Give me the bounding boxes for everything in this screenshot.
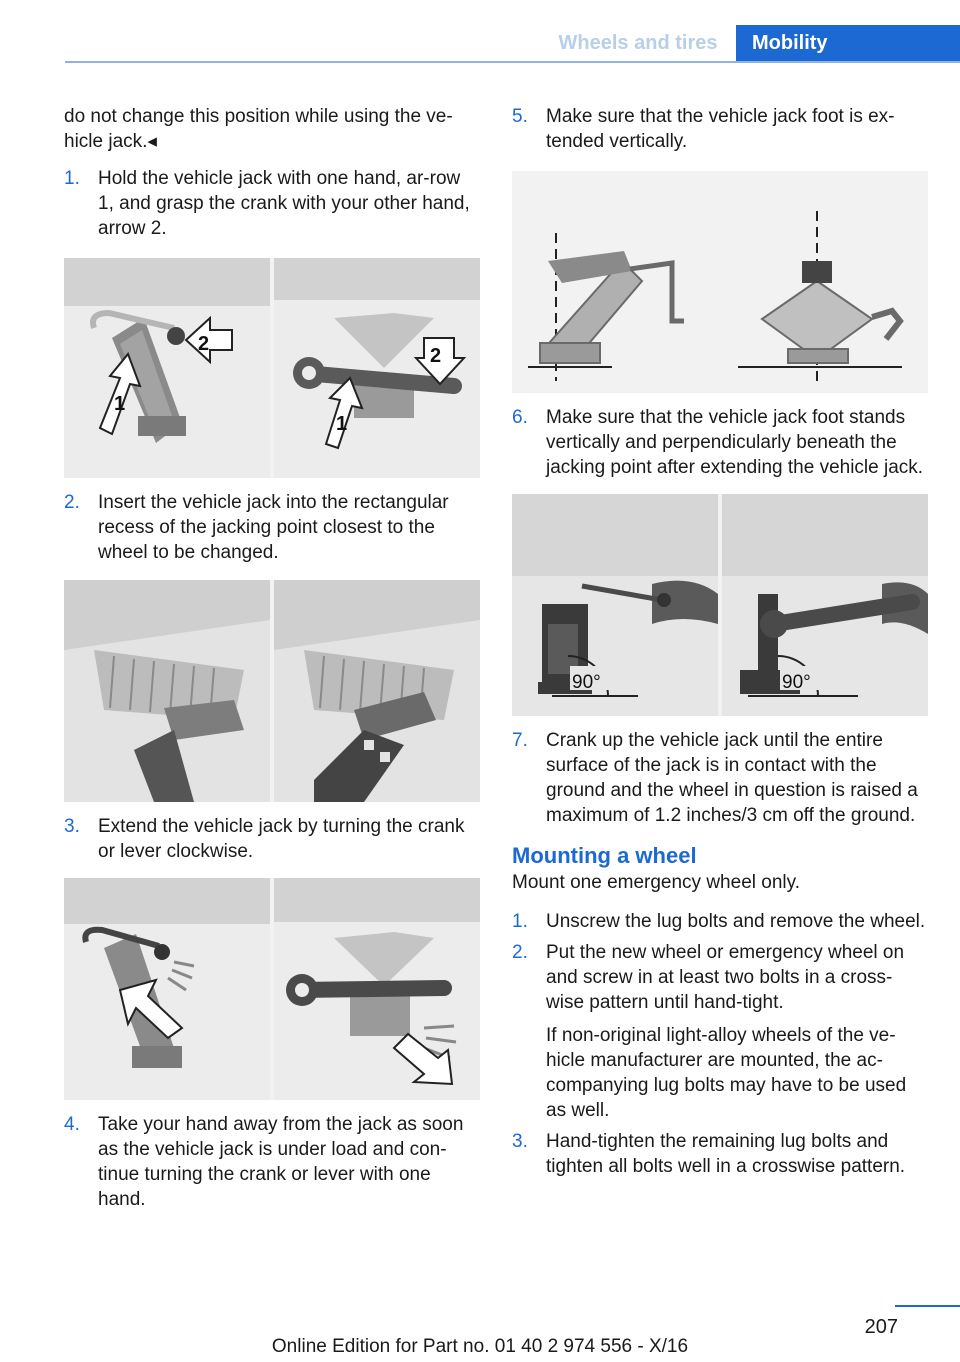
figure-perpendicular (512, 494, 928, 716)
step-1 (64, 166, 480, 241)
figure-vertical-foot (512, 171, 928, 393)
section-intro: Mount one emergency wheel only. (512, 872, 800, 893)
step-2 (64, 490, 480, 565)
mount-step-2-note: If non-original light-alloy wheels of the ve-hicle manufacturer are mounted, the ac-companying lug bolts may have to be used as well. (546, 1025, 907, 1121)
step-text: Extend the vehicle jack by turning the crank or lever clockwise. (98, 816, 465, 862)
step-text: Hand-tighten the remaining lug bolts and tighten all bolts well in a crosswise pattern. (546, 1131, 906, 1177)
step-5 (512, 104, 928, 154)
vertical-foot-illustration (512, 171, 928, 393)
step-text: Crank up the vehicle jack until the entire surface of the jack is in contact with the ground and the wheel in question is raised a maximum of 1.2 inches/3 cm off the ground. (546, 730, 918, 826)
header-rule (65, 61, 960, 63)
header-section-label: Wheels and tires (558, 31, 718, 54)
step-text: Hold the vehicle jack with one hand, ar-row 1, and grasp the crank with your other hand, arrow 2. (98, 168, 470, 239)
extend-jack-illustration (64, 878, 480, 1100)
header-chapter-label: Mobility (736, 25, 960, 61)
step-number: 6. (512, 407, 528, 428)
step-number: 7. (512, 730, 528, 751)
intro-text: do not change this position while using the ve-hicle jack.◂ (64, 106, 453, 152)
perpendicular-illustration (512, 494, 928, 716)
section-title-mounting: Mounting a wheel (512, 843, 697, 868)
step-3 (64, 814, 480, 864)
footer-rule (895, 1305, 960, 1307)
left-column (64, 104, 480, 1212)
step-text: Insert the vehicle jack into the rectangular recess of the jacking point closest to the wheel to be changed. (98, 492, 449, 563)
figure-hold-jack (64, 258, 480, 478)
jack-hold-illustration (64, 258, 480, 478)
mount-step-1 (512, 909, 928, 934)
step-text: Take your hand away from the jack as soon as the vehicle jack is under load and con-tinue turning the crank or lever with one hand. (98, 1114, 464, 1210)
step-text: Put the new wheel or emergency wheel on and screw in at least two bolts in a cross-wise pattern until hand-tight. (546, 942, 905, 1013)
mount-step-2 (512, 940, 928, 1015)
step-text: Unscrew the lug bolts and remove the wheel. (546, 911, 926, 932)
jacking-point-illustration (64, 580, 480, 802)
arrow-label-2b: 2 (430, 345, 442, 367)
step-7 (512, 728, 928, 828)
step-4 (64, 1112, 480, 1212)
step-number: 4. (64, 1114, 80, 1135)
mount-step-3 (512, 1129, 928, 1179)
angle-label-right: 90° (782, 672, 811, 693)
step-number: 2. (512, 942, 528, 963)
step-number: 1. (64, 168, 80, 189)
figure-extend-jack (64, 878, 480, 1100)
step-number: 5. (512, 106, 528, 127)
figure-insert-jack (64, 580, 480, 802)
right-column (512, 104, 928, 1179)
step-6 (512, 405, 928, 480)
step-number: 3. (64, 816, 80, 837)
edition-note: Online Edition for Part no. 01 40 2 974 556 - X/16 (271, 1336, 689, 1357)
step-number: 2. (64, 492, 80, 513)
step-number: 3. (512, 1131, 528, 1152)
arrow-label-1: 1 (114, 393, 126, 415)
step-text: Make sure that the vehicle jack foot is ex-tended vertically. (546, 106, 895, 152)
step-number: 1. (512, 911, 528, 932)
step-text: Make sure that the vehicle jack foot stands vertically and perpendicularly beneath the jacking point after extending the vehicle jack. (546, 407, 924, 478)
page-number: 207 (864, 1316, 898, 1338)
arrow-label-1b: 1 (336, 413, 348, 435)
angle-label-left: 90° (572, 672, 601, 693)
arrow-label-2: 2 (198, 333, 210, 355)
